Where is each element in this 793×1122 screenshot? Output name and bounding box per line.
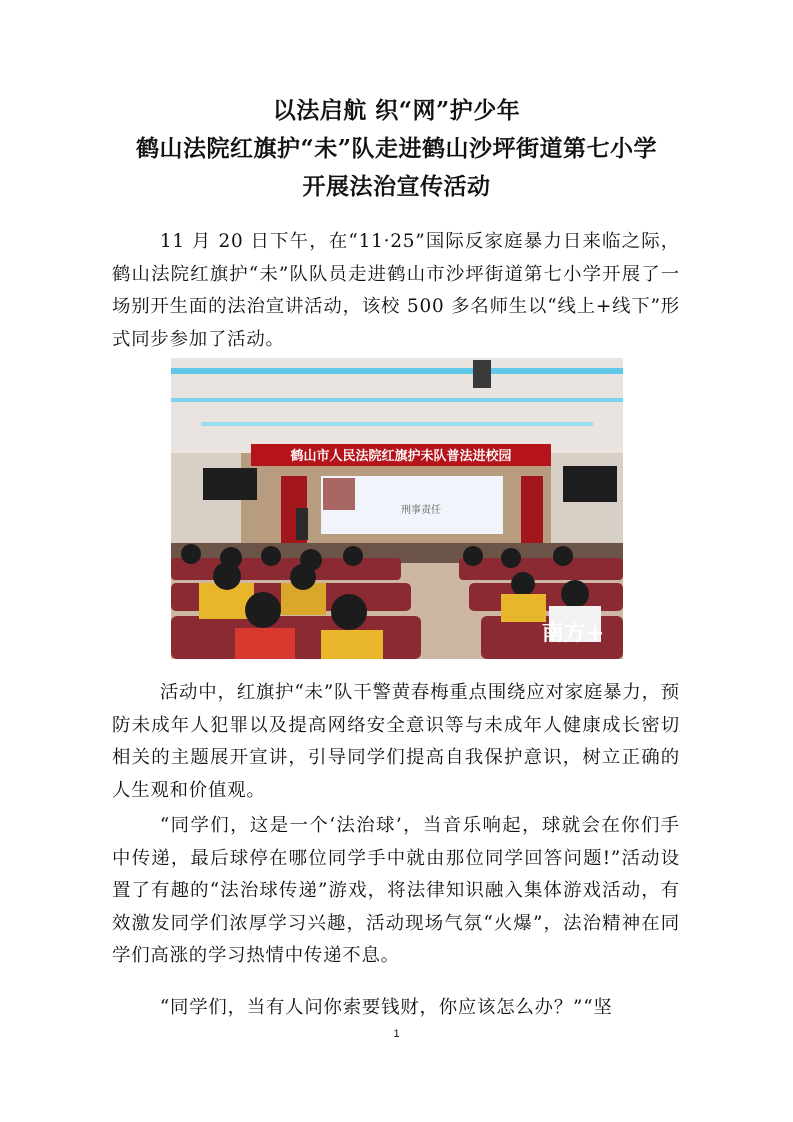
photo-watermark: 南方+ bbox=[541, 621, 605, 646]
title-line-1: 以法启航 织“网”护少年 bbox=[272, 97, 521, 124]
photo-screen-text: 刑事责任 bbox=[401, 505, 441, 516]
photo-banner-text: 鹤山市人民法院红旗护未队普法进校园 bbox=[290, 449, 512, 464]
paragraph-activity: 活动中，红旗护“未”队干警黄春梅重点围绕应对家庭暴力，预防未成年人犯罪以及提高网络安全意识等与未成年人健康成长密切相关的主题展开宣讲，引导同学们提高自我保护意识，树立正确的人生观和价值观。 bbox=[112, 682, 680, 801]
paragraph-question: “同学们，当有人问你索要钱财，你应该怎么办？”“坚 bbox=[159, 997, 613, 1018]
title-line-3: 开展法治宣传活动 bbox=[302, 173, 491, 200]
event-photo bbox=[171, 358, 623, 659]
paragraph-game: “同学们，这是一个‘法治球’，当音乐响起，球就会在你们手中传递，最后球停在哪位同学手中就由那位同学回答问题!”活动设置了有趣的“法治球传递”游戏，将法律知识融入集体游戏活动，有效激发同学们浓厚学习兴趣，活动现场气氛“火爆”，法治精神在同学们高涨的学习热情中传递不息。 bbox=[112, 815, 680, 966]
paragraph-intro: 11 月 20 日下午，在“11·25”国际反家庭暴力日来临之际，鹤山法院红旗护“未”队队员走进鹤山市沙坪街道第七小学开展了一场别开生面的法治宣讲活动，该校 500 多名师生以“线上+线下”形式同步参加了活动。 bbox=[112, 231, 680, 350]
title-line-2: 鹤山法院红旗护“未”队走进鹤山沙坪街道第七小学 bbox=[136, 135, 657, 162]
article-title bbox=[96, 92, 697, 206]
page-number: 1 bbox=[393, 1028, 400, 1040]
